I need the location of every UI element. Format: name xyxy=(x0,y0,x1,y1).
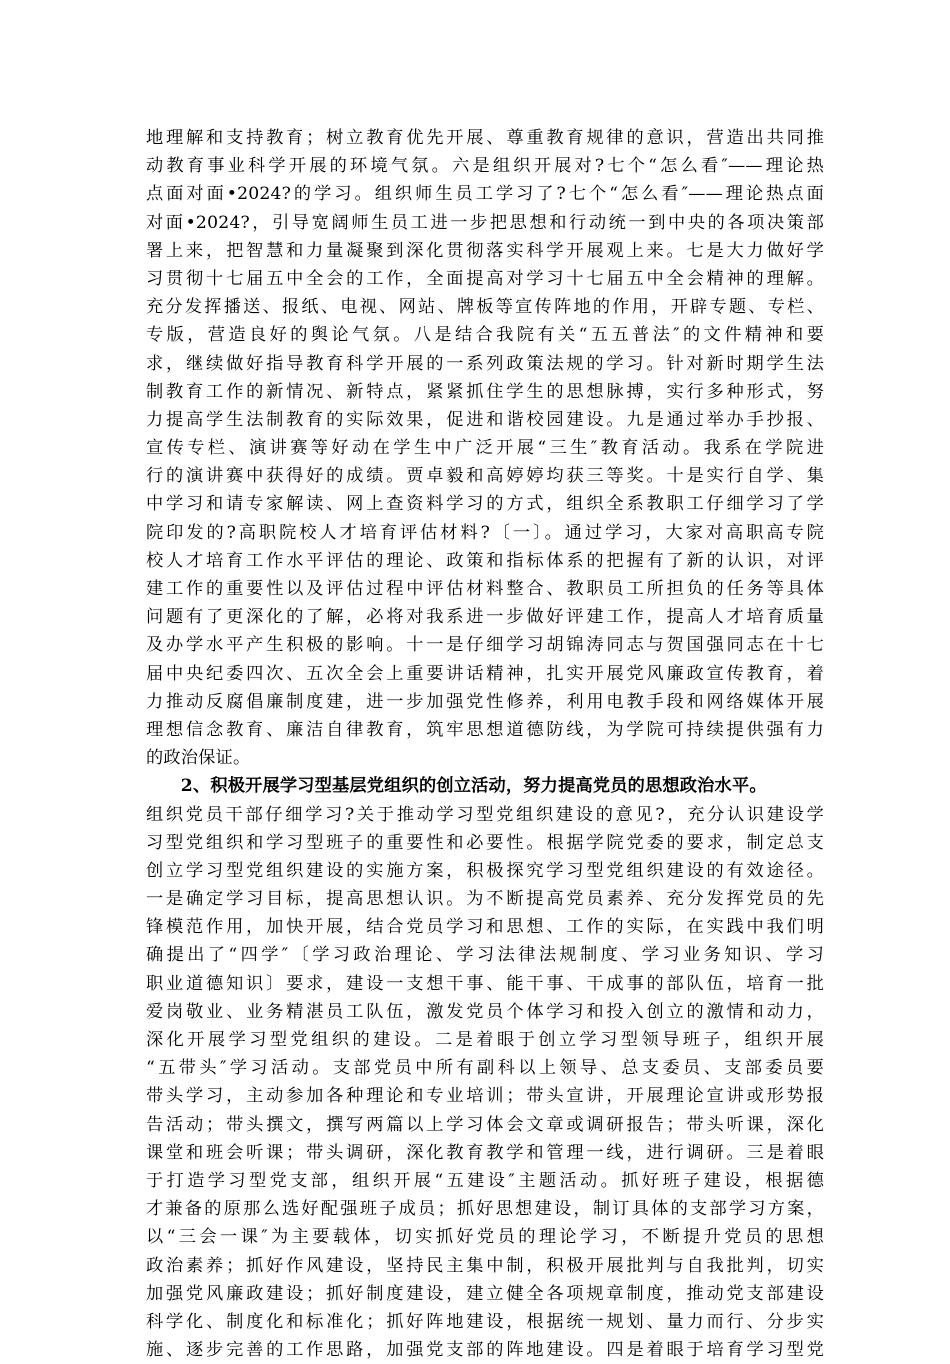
text-line: 确提出了“四学″〔学习政治理论、学习法律法规制度、学习业务知识、学习 xyxy=(146,941,824,969)
text-line: 课堂和班会听课；带头调研，深化教育教学和管理一线，进行调研。三是着眼 xyxy=(146,1139,824,1167)
text-line: 习型党组织和学习型班子的重要性和必要性。根据学院党委的要求，制定总支 xyxy=(146,829,824,857)
text-line: 爱岗敬业、业务精湛员工队伍，激发党员个体学习和投入创立的激情和动力， xyxy=(146,998,824,1026)
text-line: 中学习和请专家解读、网上查资料学习的方式，组织全系教职工仔细学习了学 xyxy=(146,490,824,518)
text-line: 动教育事业科学开展的环境气氛。六是组织开展对?七个“怎么看″——理论热 xyxy=(146,152,824,180)
text-line: 深化开展学习型党组织的建设。二是着眼于创立学习型领导班子，组织开展 xyxy=(146,1026,824,1054)
text-line: 建工作的重要性以及评估过程中评估材料整合、教职员工所担负的任务等具体 xyxy=(146,575,824,603)
text-line: 制教育工作的新情况、新特点，紧紧抓住学生的思想脉搏，实行多种形式，努 xyxy=(146,378,824,406)
text-line: 届中央纪委四次、五次全会上重要讲话精神，扎实开展党风廉政宣传教育，着 xyxy=(146,660,824,688)
text-line: 以“三会一课″为主要载体，切实抓好党员的理论学习，不断提升党员的思想 xyxy=(146,1223,824,1251)
text-line: 于打造学习型党支部，组织开展“五建设″主题活动。抓好班子建设，根据德 xyxy=(146,1167,824,1195)
text-line: 充分发挥播送、报纸、电视、网站、牌板等宣传阵地的作用，开辟专题、专栏、 xyxy=(146,293,824,321)
text-line: 点面对面•2024?的学习。组织师生员工学习了?七个“怎么看″——理论热点面 xyxy=(146,180,824,208)
text-line: 院印发的?高职院校人才培育评估材料?〔一〕。通过学习，大家对高职高专院 xyxy=(146,519,824,547)
text-line: 职业道德知识〕要求，建设一支想干事、能干事、干成事的部队伍，培育一批 xyxy=(146,970,824,998)
text-line: 才兼备的原那么选好配强班子成员；抓好思想建设，制订具体的支部学习方案， xyxy=(146,1195,824,1223)
text-line: “五带头″学习活动。支部党员中所有副科以上领导、总支委员、支部委员要 xyxy=(146,1054,824,1082)
text-line: 组织党员干部仔细学习?关于推动学习型党组织建设的意见?，充分认识建设学 xyxy=(146,801,824,829)
document-page xyxy=(146,124,824,1364)
text-line: 锋模范作用，加快开展，结合党员学习和思想、工作的实际，在实践中我们明 xyxy=(146,913,824,941)
text-line: 科学化、制度化和标准化；抓好阵地建设，根据统一规划、量力而行、分步实 xyxy=(146,1308,824,1336)
text-line: 习贯彻十七届五中全会的工作，全面提高对学习十七届五中全会精神的理解。 xyxy=(146,265,824,293)
text-line: 署上来，把智慧和力量凝聚到深化贯彻落实科学开展观上来。七是大力做好学 xyxy=(146,237,824,265)
text-line: 对面•2024?，引导宽阔师生员工进一步把思想和行动统一到中央的各项决策部 xyxy=(146,209,824,237)
text-line: 的政治保证。 xyxy=(146,744,824,772)
text-line: 创立学习型党组织建设的实施方案，积极探究学习型党组织建设的有效途径。 xyxy=(146,857,824,885)
text-line: 专版，营造良好的舆论气氛。八是结合我院有关“五五普法″的文件精神和要 xyxy=(146,321,824,349)
paragraph-1 xyxy=(146,124,824,772)
text-line: 宣传专栏、演讲赛等好动在学生中广泛开展“三生″教育活动。我系在学院进 xyxy=(146,434,824,462)
text-line: 理想信念教育、廉洁自律教育，筑牢思想道德防线，为学院可持续提供强有力 xyxy=(146,716,824,744)
text-line: 地理解和支持教育；树立教育优先开展、尊重教育规律的意识，营造出共同推 xyxy=(146,124,824,152)
text-line: 校人才培育工作水平评估的理论、政策和指标体系的把握有了新的认识，对评 xyxy=(146,547,824,575)
section-heading: 2、积极开展学习型基层党组织的创立活动，努力提高党员的思想政治水平。 xyxy=(146,772,824,800)
text-line: 施、逐步完善的工作思路，加强党支部的阵地建设。四是着眼于培育学习型党 xyxy=(146,1336,824,1364)
text-line: 求，继续做好指导教育科学开展的一系列政策法规的学习。针对新时期学生法 xyxy=(146,350,824,378)
text-line: 告活动；带头撰文，撰写两篇以上学习体会文章或调研报告；带头听课，深化 xyxy=(146,1111,824,1139)
text-line: 及办学水平产生积极的影响。十一是仔细学习胡锦涛同志与贺国强同志在十七 xyxy=(146,631,824,659)
text-line: 政治素养；抓好作风建设，坚持民主集中制，积极开展批判与自我批判，切实 xyxy=(146,1252,824,1280)
text-line: 带头学习，主动参加各种理论和专业培训；带头宣讲，开展理论宣讲或形势报 xyxy=(146,1082,824,1110)
text-line: 问题有了更深化的了解，必将对我系进一步做好评建工作，提高人才培育质量 xyxy=(146,603,824,631)
text-line: 一是确定学习目标，提高思想认识。为不断提高党员素养、充分发挥党员的先 xyxy=(146,885,824,913)
text-line: 加强党风廉政建设；抓好制度建设，建立健全各项规章制度，推动党支部建设 xyxy=(146,1280,824,1308)
text-line: 力推动反腐倡廉制度建，进一步加强党性修养，利用电教手段和网络媒体开展 xyxy=(146,688,824,716)
text-line: 力提高学生法制教育的实际效果，促进和谐校园建设。九是通过举办手抄报、 xyxy=(146,406,824,434)
text-line: 行的演讲赛中获得好的成绩。贾卓毅和高婷婷均获三等奖。十是实行自学、集 xyxy=(146,462,824,490)
paragraph-2 xyxy=(146,801,824,1364)
